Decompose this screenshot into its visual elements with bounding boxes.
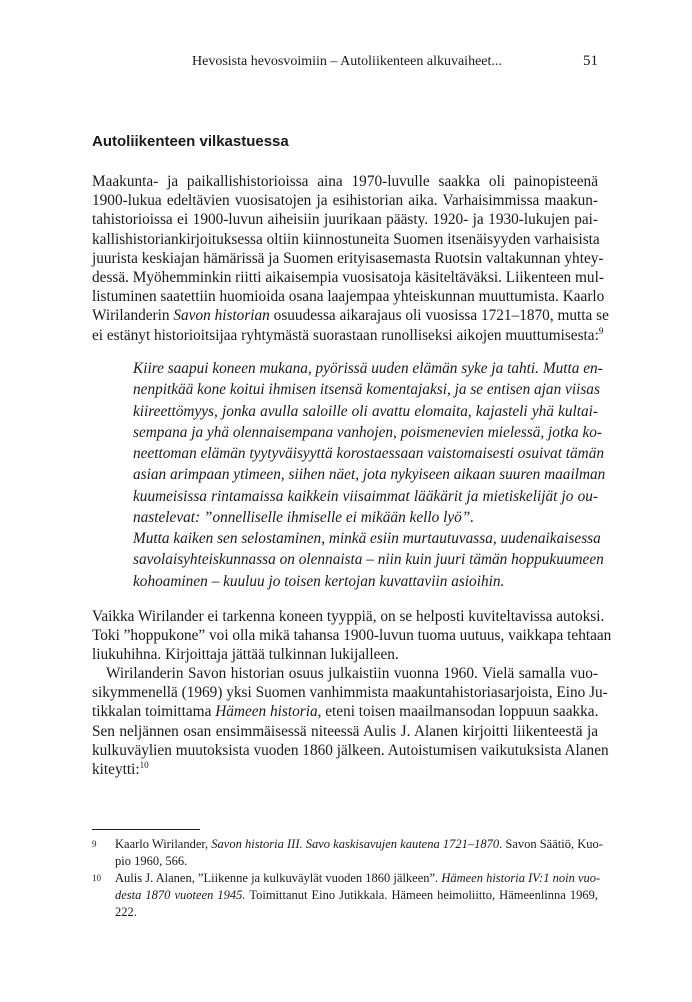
footnote-ref-9: 9 bbox=[598, 325, 604, 336]
text-fragment: Aulis J. Alanen, ”Liikenne ja kulkuväylät vuoden 1860 jälkeen”. bbox=[115, 871, 442, 885]
text-line: kulkuväylien muutoksista vuoden 1860 jälkeen. Autoistumisen vaikutuksista Alanen bbox=[92, 741, 609, 759]
quote-line: kohoaminen – kuuluu jo toisen kertojan kuvattaviin asioihin. bbox=[133, 572, 505, 590]
footnote-line: 222. bbox=[115, 905, 137, 919]
section-heading: Autoliikenteen vilkastuessa bbox=[92, 133, 289, 150]
quote-line: sempana ja yhä olennaisempana vanhojen, poismenevien mielessä, jotka ko- bbox=[133, 423, 602, 441]
running-title: Hevosista hevosvoimiin – Autoliikenteen alkuvaiheet... bbox=[192, 54, 502, 69]
text-line bbox=[92, 760, 598, 779]
book-title: Hämeen historia IV:1 noin vuo- bbox=[441, 871, 601, 885]
quote-line: kuumeisissa rintamaissa kaikkein viisaimmat lääkärit ja mietiskelijät jo ou- bbox=[133, 487, 598, 505]
footnote-text bbox=[115, 836, 603, 870]
text-line: sikymmenellä (1969) yksi Suomen vanhimmista maakuntahistoriasarjoista, Eino Ju- bbox=[92, 684, 608, 702]
text-fragment: Kaarlo Wirilander, bbox=[115, 837, 212, 851]
footnote-ref-10: 10 bbox=[139, 759, 149, 770]
text-fragment: kiteytti: bbox=[92, 761, 140, 779]
footnote-text bbox=[115, 870, 601, 921]
text-fragment: osuudessa aikarajaus oli vuosissa 1721–1870, mutta se bbox=[269, 307, 609, 325]
text-line: Vaikka Wirilander ei tarkenna koneen tyyppiä, on se helposti kuviteltavissa autoksi. bbox=[92, 608, 605, 625]
book-title: Hämeen historia bbox=[215, 703, 318, 721]
text-line bbox=[92, 702, 598, 721]
quote-line: nenpitkää kone koitui ihmisen itsensä komentajaksi, ja se entisen ajan viisas bbox=[133, 381, 600, 399]
quote-line: kiireettömyys, jonka avulla saloille oli avattu elomaita, kajasteli yhä kultai- bbox=[133, 402, 598, 420]
quote-line: savolaisyhteiskunnassa on olennaista – niin kuin juuri tämän hoppukuumeen bbox=[133, 551, 604, 569]
book-title: desta 1870 vuoteen 1945. bbox=[115, 888, 246, 902]
quote-line: nastelevat: ”onnelliselle ihmiselle ei mikään kello lyö”. bbox=[133, 509, 475, 527]
paragraph-2 bbox=[92, 607, 612, 665]
quote-line: neettoman elämän tyytyväisyyttä korostaessaan vaistomaisesti osuivat tämän bbox=[133, 445, 605, 463]
quote-line: Mutta kaiken sen selostaminen, minkä esiin murtautuvassa, uudenaikaisessa bbox=[133, 530, 601, 547]
block-quote-2 bbox=[133, 528, 604, 592]
footnote-divider bbox=[92, 829, 200, 830]
text-fragment: . Savon Säätiö, Kuo- bbox=[499, 837, 603, 851]
footnote-line: pio 1960, 566. bbox=[115, 854, 188, 868]
text-fragment: tikkalan toimittama bbox=[92, 703, 216, 721]
text-line: dessä. Myöhemminkin riitti aikaisempia vuosisatoja käsiteltäväksi. Liikenteen mul- bbox=[92, 269, 604, 287]
text-line: Maakunta- ja paikallishistorioissa aina 1970-luvulle saakka oli painopisteenä bbox=[92, 173, 598, 190]
paragraph-3 bbox=[92, 664, 609, 779]
quote-line: Kiire saapui koneen mukana, pyörissä uuden elämän syke ja tahti. Mutta en- bbox=[133, 360, 603, 377]
book-title: Savon historia III. Savo kaskisavujen kautena 1721–1870 bbox=[211, 837, 500, 851]
text-line: Sen neljännen osan ensimmäisessä niteessä Aulis J. Alanen kirjoitti liikenteestä ja bbox=[92, 722, 598, 740]
footnote-number: 10 bbox=[92, 873, 101, 883]
text-line: liukuhihna. Kirjoittaja jättää tulkinnan lukijalleen. bbox=[92, 646, 399, 664]
text-line: Toki ”hoppukone” voi olla mikä tahansa 1900-luvun tuoma uutuus, vaikkapa tehtaan bbox=[92, 627, 612, 645]
text-line bbox=[92, 325, 604, 345]
text-line: juurista keskiajan hämärissä ja Suomen erityisasemasta Ruotsin valtakunnan yhtey- bbox=[92, 249, 604, 267]
text-line: listuminen saatettiin huomioida osana laajempaa yhteiskunnan muuttumista. Kaarlo bbox=[92, 288, 605, 306]
text-line: 1900-lukua edeltävien vuosisatojen ja esihistorian aika. Varhaisimmissa maakun- bbox=[92, 192, 598, 210]
text-line bbox=[92, 306, 609, 325]
footnote-line bbox=[115, 836, 603, 853]
footnote-number: 9 bbox=[92, 839, 97, 849]
text-fragment: , eteni toisen maailmansodan loppuun saakka. bbox=[317, 703, 599, 721]
book-title: Savon historian bbox=[173, 307, 270, 325]
running-header bbox=[0, 54, 692, 74]
text-fragment: ei estänyt historioitsijaa ryhtymästä suorastaan runolliseksi aikojen muuttumisesta: bbox=[92, 326, 599, 344]
paragraph-1 bbox=[92, 172, 609, 345]
footnote-line bbox=[115, 870, 601, 887]
text-fragment: Toimittanut Eino Jutikkala. Hämeen heimoliitto, Hämeenlinna 1969, bbox=[245, 888, 598, 902]
text-fragment: Wirilanderin bbox=[92, 307, 174, 325]
page-number: 51 bbox=[583, 53, 598, 69]
text-line: kallishistoriankirjoituksessa oltiin kiinnostuneita Suomen itsenäisyyden varhaisista bbox=[92, 230, 600, 248]
footnote-line bbox=[115, 887, 598, 904]
quote-line: asian arimpaan ytimeen, siihen näet, jota nykyiseen aikaan suuren maailman bbox=[133, 466, 606, 484]
block-quote-1 bbox=[133, 358, 606, 528]
text-line: tahistorioissa ei 1900-luvun aiheisiin juurikaan päästy. 1920- ja 1930-lukujen pai- bbox=[92, 211, 598, 229]
text-line: Wirilanderin Savon historian osuus julkaistiin vuonna 1960. Vielä samalla vuo- bbox=[106, 665, 598, 682]
